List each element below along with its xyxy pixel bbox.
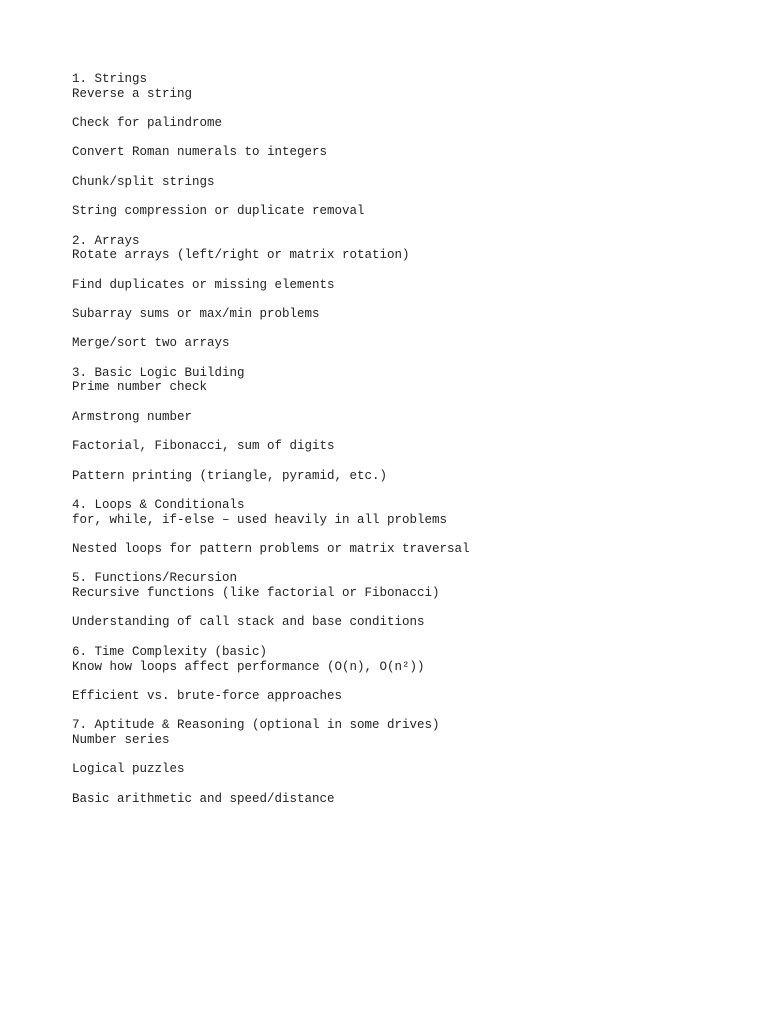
section-6 <box>72 645 692 704</box>
section-heading: 1. Strings <box>72 72 148 86</box>
list-item: Know how loops affect performance (O(n), O(n²)) <box>72 659 425 674</box>
list-item: for, while, if-else – used heavily in all problems <box>72 512 448 527</box>
section-heading: 3. Basic Logic Building <box>72 365 245 380</box>
list-item: Number series <box>72 732 170 747</box>
list-item: Nested loops for pattern problems or matrix traversal <box>72 542 470 556</box>
section-5 <box>72 571 692 630</box>
list-item: Pattern printing (triangle, pyramid, etc.) <box>72 468 388 483</box>
list-item: Rotate arrays (left/right or matrix rotation) <box>72 248 410 263</box>
list-item: Understanding of call stack and base conditions <box>72 615 425 630</box>
list-item: Basic arithmetic and speed/distance <box>72 791 335 806</box>
list-item: Subarray sums or max/min problems <box>72 307 320 321</box>
section-4 <box>72 498 692 557</box>
list-item: Factorial, Fibonacci, sum of digits <box>72 439 335 454</box>
section-heading: 5. Functions/Recursion <box>72 571 238 586</box>
section-7 <box>72 718 692 806</box>
document-body <box>72 72 692 821</box>
list-item: String compression or duplicate removal <box>72 204 365 219</box>
list-item: Prime number check <box>72 380 208 395</box>
section-heading: 6. Time Complexity (basic) <box>72 644 268 659</box>
section-3 <box>72 366 692 484</box>
section-heading: 4. Loops & Conditionals <box>72 497 245 512</box>
list-item: Merge/sort two arrays <box>72 336 230 351</box>
list-item: Logical puzzles <box>72 762 185 777</box>
list-item: Reverse a string <box>72 86 193 101</box>
list-item: Find duplicates or missing elements <box>72 277 335 292</box>
section-1 <box>72 72 692 219</box>
list-item: Efficient vs. brute-force approaches <box>72 688 343 703</box>
section-2 <box>72 234 692 352</box>
list-item: Chunk/split strings <box>72 174 215 189</box>
section-heading: 7. Aptitude & Reasoning (optional in some drives) <box>72 718 440 733</box>
list-item: Armstrong number <box>72 409 193 424</box>
list-item: Recursive functions (like factorial or Fibonacci) <box>72 586 440 601</box>
list-item: Check for palindrome <box>72 116 223 131</box>
list-item: Convert Roman numerals to integers <box>72 145 328 160</box>
section-heading: 2. Arrays <box>72 233 140 248</box>
